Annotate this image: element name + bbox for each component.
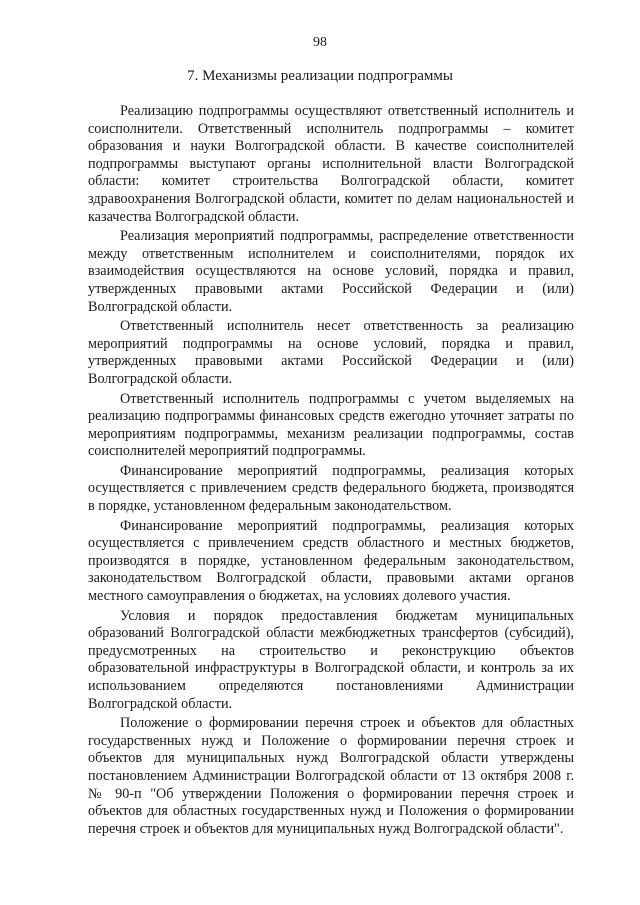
paragraph-federal-financing: Финансирование мероприятий подпрограммы, реализация которых осуществляется с привлечением средств федерального бюджета, производятся в порядке, установленном федеральным законодательством. (88, 462, 574, 515)
page-number: 98 (313, 35, 327, 50)
paragraph-regulations: Положение о формировании перечня строек и объектов для областных государственных нужд и Положение о формировании перечня строек и объектов для муниципальных нужд Волгоградской области утверждены постановлением Администрации Волгоградской области от 13 октября 2008 г. № 90-п "Об утверждении Положения о формировании перечня строек и объектов для областных государственных нужд и Положения о формировании перечня строек и объектов для муниципальных нужд Волгоградской области". (88, 715, 574, 837)
paragraph-subsidies: Условия и порядок предоставления бюджетам муниципальных образований Волгоградской области межбюджетных трансфертов (субсидий), предусмотренных на строительство и реконструкцию объектов образовательной инфраструктуры в Волгоградской области, и контроль за их использованием определяются постановлениями Администрации Волгоградской области. (88, 607, 574, 712)
paragraph-executor-responsibility: Ответственный исполнитель несет ответственность за реализацию мероприятий подпрограммы на основе условий, порядка и правил, утвержденных правовыми актами Российской Федерации и (или) Волгоградской области. (88, 318, 574, 387)
paragraph-responsibility-distribution: Реализация мероприятий подпрограммы, распределение ответственности между ответственным исполнителем и соисполнителями, порядок их взаимодействия осуществляются на основе условий, порядка и правил, утвержденных правовыми актами Российской Федерации и (или) Волгоградской области. (88, 228, 574, 315)
section-title: 7. Механизмы реализации подпрограммы (187, 68, 453, 84)
paragraph-annual-adjustment: Ответственный исполнитель подпрограммы с учетом выделяемых на реализацию подпрограммы финансовых средств ежегодно уточняет затраты по мероприятиям подпрограммы, механизм реализации подпрограммы, состав соисполнителей мероприятий подпрограммы. (88, 390, 574, 460)
paragraph-executors: Реализацию подпрограммы осуществляют ответственный исполнитель и соисполнители. Ответственный исполнитель подпрограммы – комитет образования и науки Волгоградской области. В качестве соисполнителей подпрограммы выступают органы исполнительной власти Волгоградской области: комитет строительства Волгоградской области, комитет здравоохранения Волгоградской области, комитет по делам национальностей и казачества Волгоградской области. (88, 103, 574, 225)
body-text (88, 103, 574, 838)
paragraph-regional-financing: Финансирование мероприятий подпрограммы, реализация которых осуществляется с привлечением средств областного и местных бюджетов, производятся в порядке, установленном федеральным законодательством, законодательством Волгоградской области, правовыми актами органов местного самоуправления о бюджетах, на условиях долевого участия. (88, 517, 574, 605)
